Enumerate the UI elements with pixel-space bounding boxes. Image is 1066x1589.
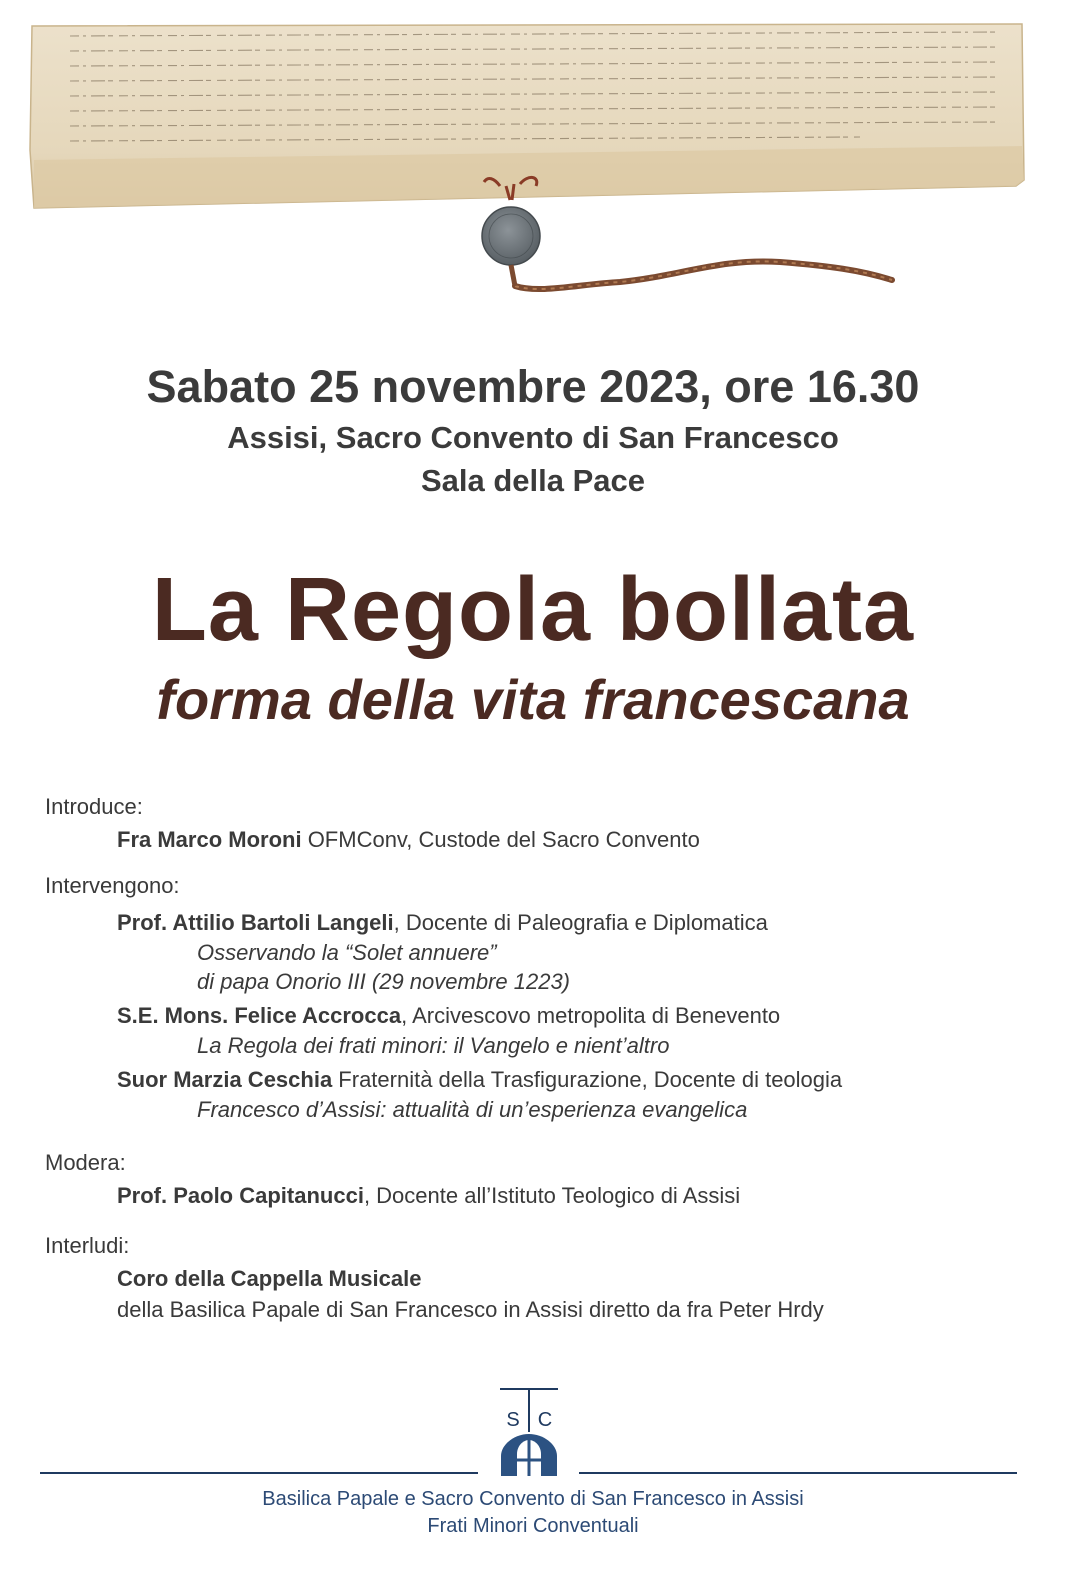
footer-rule-right bbox=[579, 1472, 1017, 1474]
footer bbox=[0, 1486, 1066, 1540]
event-room: Sala della Pace bbox=[420, 463, 646, 498]
speaker-role: , Docente di Paleografia e Diplomatica bbox=[393, 910, 768, 935]
talk-title: Francesco d’Assisi: attualità di un’esperienza evangelica bbox=[197, 1097, 748, 1122]
title-block bbox=[0, 556, 1066, 736]
interludes-detail: della Basilica Papale di San Francesco in Assisi diretto da fra Peter Hrdy bbox=[117, 1297, 824, 1322]
moderator-entry bbox=[117, 1180, 1035, 1211]
speaker-role: , Docente all’Istituto Teologico di Assisi bbox=[363, 1183, 741, 1208]
logo-letter-c: C bbox=[537, 1409, 553, 1431]
footer-order: Frati Minori Conventuali bbox=[427, 1515, 639, 1537]
intro-label: Introduce: bbox=[45, 794, 143, 819]
speaker-name: Prof. Paolo Capitanucci bbox=[117, 1183, 364, 1208]
logo-letter-s: S bbox=[506, 1409, 520, 1431]
talk-title: La Regola dei frati minori: il Vangelo e nient’altro bbox=[197, 1033, 670, 1058]
sacro-convento-logo bbox=[497, 1386, 561, 1478]
event-header bbox=[0, 358, 1066, 502]
papal-bull-image bbox=[0, 0, 1066, 320]
choir-name: Coro della Cappella Musicale bbox=[117, 1266, 422, 1291]
footer-rule-left bbox=[40, 1472, 478, 1474]
event-date: Sabato 25 novembre 2023, ore 16.30 bbox=[146, 361, 920, 412]
speaker-role: Fraternità della Trasfigurazione, Docente di teologia bbox=[332, 1067, 843, 1092]
logo-icon bbox=[497, 1386, 561, 1478]
talk-title: Osservando la “Solet annuere” bbox=[197, 940, 497, 965]
speakers-label: Intervengono: bbox=[45, 873, 180, 898]
interludes-choir bbox=[117, 1263, 1035, 1294]
moderator-label: Modera: bbox=[45, 1150, 126, 1175]
speaker-name: Prof. Attilio Bartoli Langeli bbox=[117, 910, 394, 935]
event-place: Assisi, Sacro Convento di San Francesco bbox=[227, 420, 839, 455]
speaker-entry bbox=[117, 907, 1035, 938]
intro-speaker bbox=[117, 824, 1035, 855]
speaker-name: S.E. Mons. Felice Accrocca bbox=[117, 1003, 402, 1028]
main-title: La Regola bollata bbox=[151, 560, 915, 660]
footer-institution: Basilica Papale e Sacro Convento di San Francesco in Assisi bbox=[262, 1488, 804, 1510]
speaker-name: Suor Marzia Ceschia bbox=[117, 1067, 333, 1092]
subtitle: forma della vita francescana bbox=[156, 668, 910, 731]
speaker-role: , Arcivescovo metropolita di Benevento bbox=[401, 1003, 781, 1028]
speaker-role: OFMConv, Custode del Sacro Convento bbox=[301, 827, 700, 852]
interludes-label: Interludi: bbox=[45, 1233, 130, 1258]
speaker-entry bbox=[117, 1000, 1035, 1031]
talk-title-continued: di papa Onorio III (29 novembre 1223) bbox=[197, 969, 571, 994]
speaker-name: Fra Marco Moroni bbox=[117, 827, 302, 852]
speaker-entry bbox=[117, 1064, 1035, 1095]
program bbox=[45, 790, 1035, 1325]
manuscript-illustration bbox=[0, 0, 1066, 320]
